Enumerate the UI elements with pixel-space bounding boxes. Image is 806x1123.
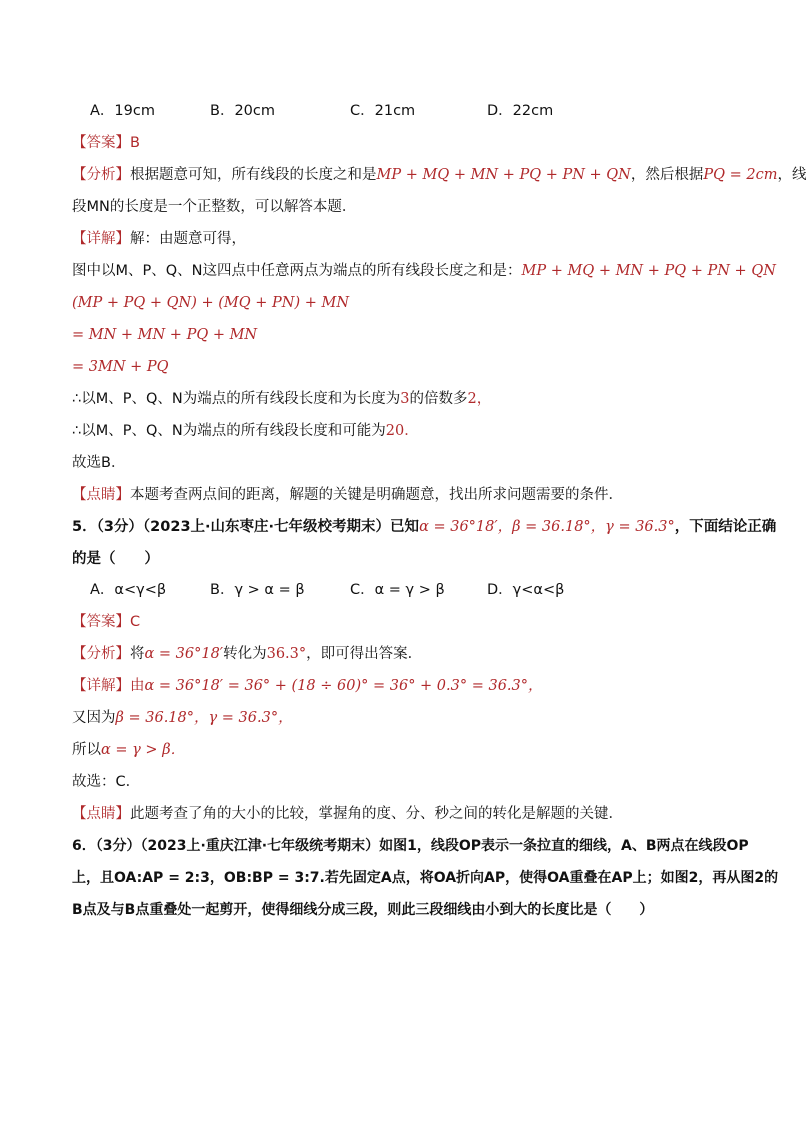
- q5-detail-line-2: [72, 708, 293, 728]
- q5-comment: [72, 804, 623, 824]
- detail-text: ∴以M、P、Q、N为端点的所有线段长度和为长度为: [72, 391, 401, 407]
- comment-tag: 【点睛】: [72, 487, 130, 503]
- stem-text: ，下面结论正确: [674, 519, 777, 535]
- q4-analysis-line-2: 段MN的长度是一个正整数，可以解答本题．: [72, 199, 357, 215]
- detail-formula: β = 36.18°，γ = 36.3°，: [115, 710, 293, 726]
- q5-stem-line-1: [72, 517, 776, 537]
- analysis-text: ，线: [777, 167, 806, 183]
- analysis-text: 转化为: [223, 646, 267, 662]
- detail-text: 所以: [72, 742, 101, 758]
- q4-detail-line-8: 故选B．: [72, 455, 126, 471]
- q4-detail-line-5: = 3MN + PQ: [72, 359, 169, 375]
- q5-option-c: C．α = γ > β: [350, 582, 445, 598]
- analysis-text: ，然后根据: [630, 167, 704, 183]
- q6-stem-line-3: B点及与B点重叠处一起剪开，使得细线分成三段，则此三段细线由小到大的长度比是（ ）: [72, 902, 654, 918]
- q4-option-d: D．22cm: [487, 103, 554, 119]
- detail-tag: 【详解】: [72, 678, 130, 694]
- analysis-text: 将: [130, 646, 145, 662]
- detail-text: 解：由题意可得，: [130, 231, 246, 247]
- q5-detail-line-3: [72, 740, 185, 760]
- comment-text: 本题考查两点间的距离，解题的关键是明确题意，找出所求问题需要的条件．: [130, 487, 623, 503]
- detail-formula: MP + MQ + MN + PQ + PN + QN: [521, 263, 776, 279]
- q5-analysis: [72, 644, 422, 664]
- q4-option-b: B．20cm: [210, 103, 275, 119]
- q4-detail-line-2: [72, 261, 776, 281]
- q4-option-c: C．21cm: [350, 103, 416, 119]
- analysis-tag: 【分析】: [72, 646, 130, 662]
- q4-option-a: A．19cm: [90, 103, 155, 119]
- q4-analysis-line-1: [72, 165, 806, 185]
- q5-answer: [72, 612, 140, 632]
- detail-formula: α = γ > β．: [101, 742, 186, 758]
- analysis-formula: 36.3°: [266, 646, 307, 662]
- stem-formula: α = 36°18′，β = 36.18°，γ = 36.3°: [419, 519, 675, 535]
- detail-text: ∴以M、P、Q、N为端点的所有线段长度和可能为: [72, 423, 386, 439]
- stem-text: 5．（3分）（2023上·山东枣庄·七年级校考期末）已知: [72, 519, 420, 535]
- q4-answer: [72, 133, 140, 153]
- q5-detail-line-4: 故选：C．: [72, 774, 141, 790]
- answer-tag: 【答案】: [72, 614, 130, 630]
- detail-number: 3: [400, 391, 410, 407]
- detail-formula: α = 36°18′ = 36° + (18 ÷ 60)° = 36° + 0.3° = 36.3°，: [144, 678, 543, 694]
- q6-stem-line-1: 6．（3分）（2023上·重庆江津·七年级统考期末）如图1，线段OP表示一条拉直的细线，A、B两点在线段OP: [72, 838, 749, 854]
- q4-detail-line-6: [72, 389, 491, 409]
- analysis-formula: MP + MQ + MN + PQ + PN + QN: [376, 167, 631, 183]
- analysis-tag: 【分析】: [72, 167, 130, 183]
- q5-option-d: D．γ<α<β: [487, 582, 565, 598]
- analysis-text: ，即可得出答案．: [306, 646, 423, 662]
- q5-option-b: B．γ > α = β: [210, 582, 305, 598]
- q4-detail-line-3: (MP + PQ + QN) + (MQ + PN) + MN: [72, 295, 350, 311]
- analysis-formula: PQ = 2cm: [703, 167, 778, 183]
- detail-tag: 【详解】: [72, 231, 130, 247]
- detail-text: 又因为: [72, 710, 116, 726]
- q4-detail-line-4: = MN + MN + PQ + MN: [72, 327, 258, 343]
- detail-text: 的倍数多: [409, 391, 468, 407]
- q4-detail-line-1: [72, 229, 246, 249]
- q5-option-a: A．α<γ<β: [90, 582, 167, 598]
- q5-stem-line-2: 的是（ ）: [72, 551, 159, 567]
- detail-number: 20．: [385, 423, 419, 439]
- comment-text: 此题考查了角的大小的比较，掌握角的度、分、秒之间的转化是解题的关键．: [130, 806, 623, 822]
- q5-detail-line-1: [72, 676, 543, 696]
- q4-comment: [72, 485, 623, 505]
- analysis-formula: α = 36°18′: [144, 646, 224, 662]
- detail-text: 由: [130, 678, 145, 694]
- answer-value: C: [130, 614, 141, 630]
- comment-tag: 【点睛】: [72, 806, 130, 822]
- q6-stem-line-2: 上，且OA:AP = 2:3，OB:BP = 3:7.若先固定A点，将OA折向AP，使得OA重叠在AP上；如图2，再从图2的: [72, 870, 779, 886]
- analysis-text: 根据题意可知，所有线段的长度之和是: [130, 167, 377, 183]
- detail-number: 2，: [467, 391, 492, 407]
- detail-text: 图中以M、P、Q、N这四点中任意两点为端点的所有线段长度之和是：: [72, 263, 522, 279]
- answer-value: B: [130, 135, 140, 151]
- q4-detail-line-7: [72, 421, 419, 441]
- answer-tag: 【答案】: [72, 135, 130, 151]
